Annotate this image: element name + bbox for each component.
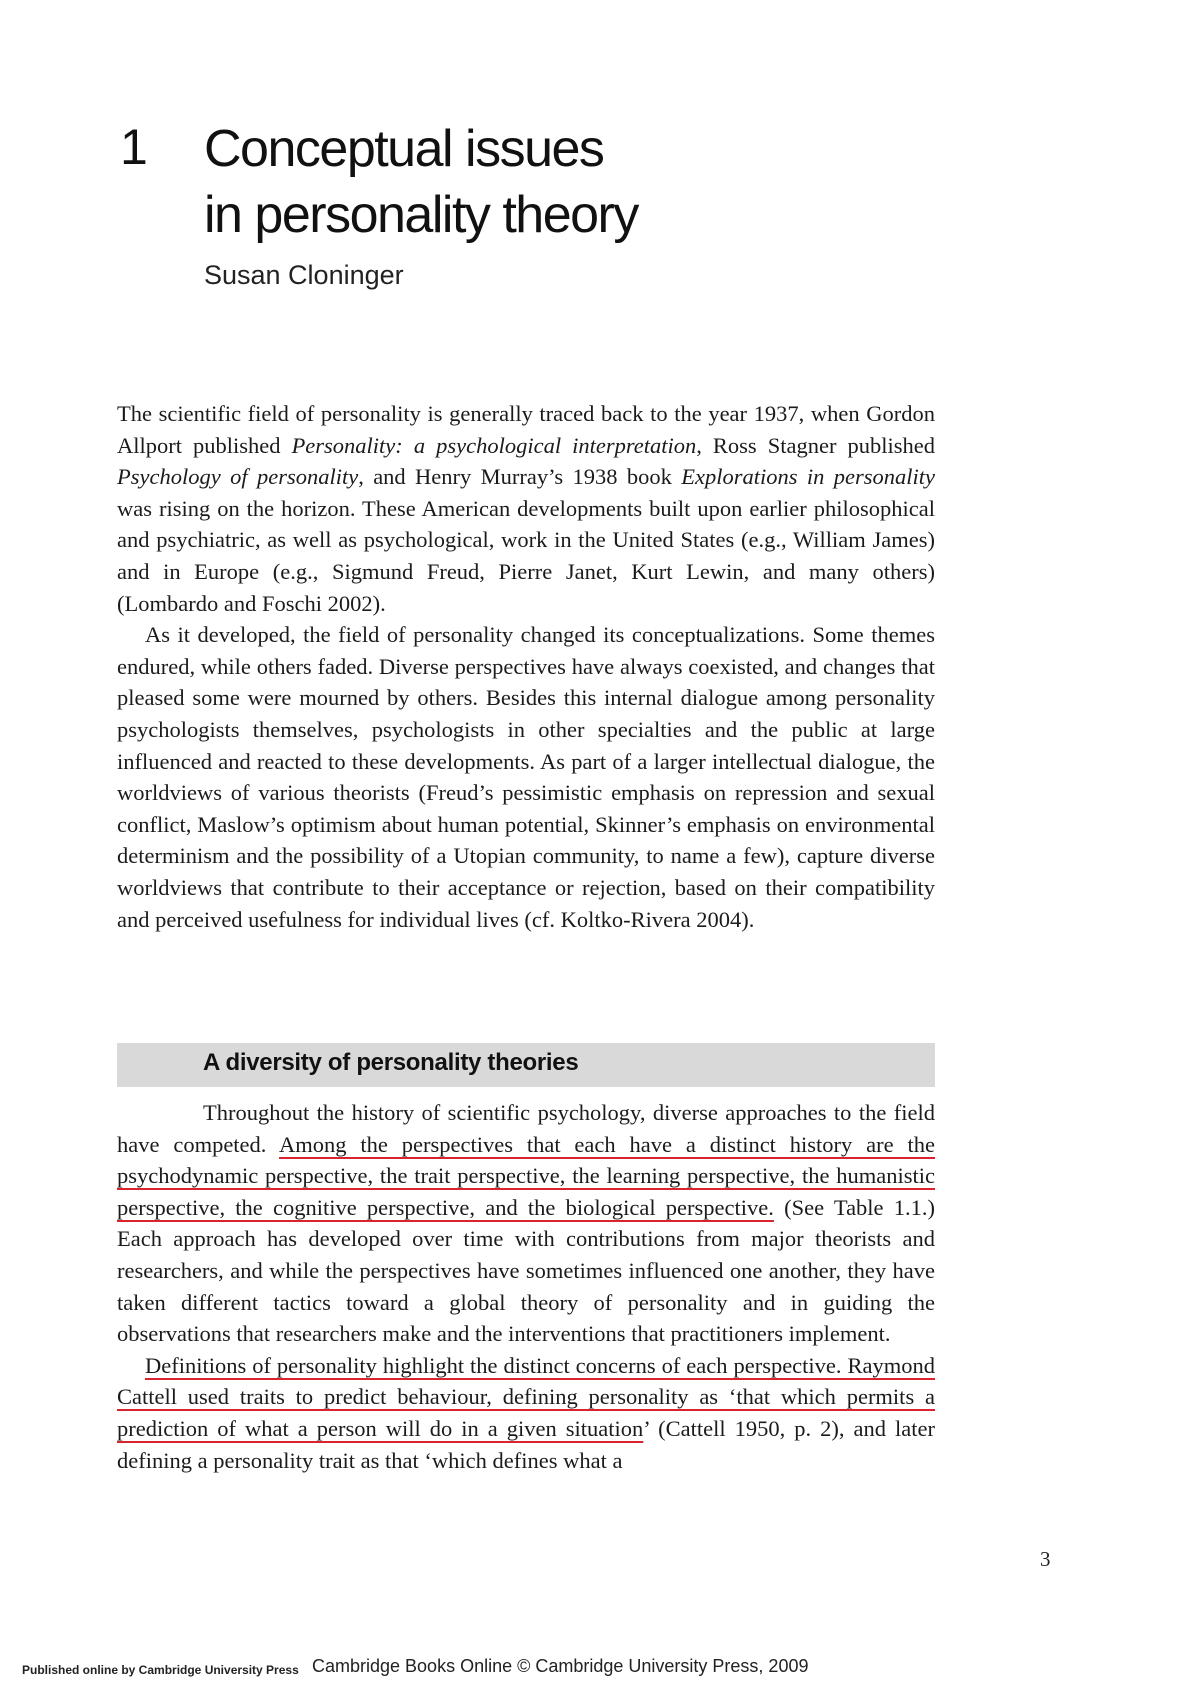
section-text xyxy=(117,1097,935,1476)
text-run: , and Henry Murray’s 1938 book xyxy=(358,464,682,490)
chapter-title-line-1: Conceptual issues xyxy=(204,120,604,178)
section-title: A diversity of personality theories xyxy=(203,1049,579,1076)
text-run: was rising on the horizon. These American developments built upon earlier philosophical and psychiatric, as well as psychological, work in the United States (e.g., William James) and in Europe (e.g., Sigmund Freud, Pierre Janet, Kurt Lewin, and many others) (Lombardo and Foschi 2002). xyxy=(117,495,935,616)
text-run: Throughout the history of scientific psychology, diverse approaches to the field have competed. xyxy=(117,1100,935,1157)
chapter-number: 1 xyxy=(120,119,148,175)
intro-paragraph-1 xyxy=(117,398,935,619)
text-run: ’ (Cattell 1950, p. 2), and later defining a personality trait as that ‘which defines what a xyxy=(117,1415,936,1473)
text-run: The scientific field of personality is generally traced back to the year 1937, when Gordon Allport published xyxy=(117,401,935,458)
chapter-title xyxy=(204,116,904,248)
text-run: , Ross Stagner published xyxy=(696,432,935,458)
intro-paragraph-2: As it developed, the field of personality changed its conceptualizations. Some themes endured, while others faded. Diverse perspectives have always coexisted, and changes that pleased some were mourned by others. Besides this internal dialogue among personality psychologists themselves, psychologists in other specialties and the public at large influenced and reacted to these developments. As part of a larger intellectual dialogue, the worldviews of various theorists (Freud’s pessimistic emphasis on repression and sexual conflict, Maslow’s optimism about human potential, Skinner’s emphasis on environmental determinism and the possibility of a Utopian community, to name a few), capture diverse worldviews that contribute to their acceptance or rejection, based on their compatibility and perceived usefulness for individual lives (cf. Koltko-Rivera 2004). xyxy=(117,622,935,932)
book-title: Explorations in personality xyxy=(681,464,935,490)
chapter-title-line-2: in personality theory xyxy=(204,186,638,244)
book-title: Psychology of personality xyxy=(117,464,359,490)
chapter-author: Susan Cloninger xyxy=(204,260,404,290)
book-title: Personality: a psychological interpretation xyxy=(291,432,697,458)
text-run: (See Table 1.1.) Each approach has developed over time with contributions from major theorists and researchers, and while the perspectives have sometimes influenced one another, they have taken different tactics toward a global theory of personality and in guiding the observations that researchers make and the interventions that practitioners implement. xyxy=(117,1194,935,1347)
underlined-highlight: Among the perspectives that each have a distinct history are the psychodynamic perspective, the trait perspective, the learning perspective, the humanistic perspective, the cognitive perspective, and the biological perspective. xyxy=(117,1131,935,1220)
intro-text xyxy=(117,398,935,935)
page-number: 3 xyxy=(1040,1547,1051,1571)
underlined-highlight: Definitions of personality highlight the distinct concerns of each perspective. Raymond Cattell used traits to predict behaviour, defining personality as ‘that which permits a prediction of what a person will do in a given situation xyxy=(117,1352,935,1441)
published-online-notice: Published online by Cambridge University Press xyxy=(22,1663,299,1677)
section-heading-bar xyxy=(117,1043,935,1087)
copyright-notice: Cambridge Books Online © Cambridge University Press, 2009 xyxy=(312,1656,809,1676)
section-paragraph-2 xyxy=(117,1350,935,1476)
section-paragraph-1 xyxy=(117,1097,935,1350)
